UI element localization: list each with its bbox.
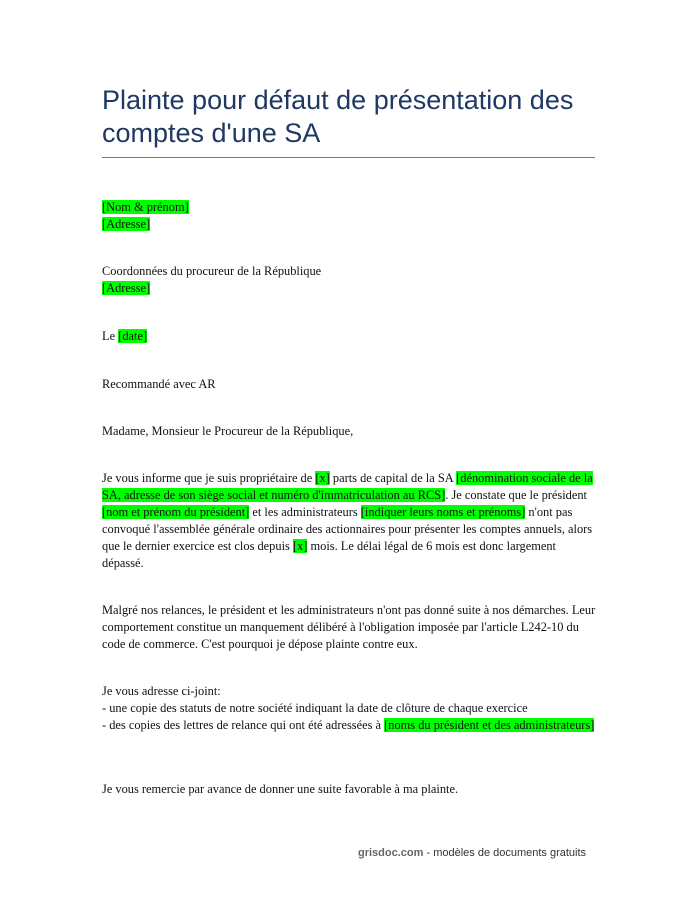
company-details-placeholder: [dénomination sociale de la SA, adresse de son siège social et numéro d'immatriculation au RCS] — [102, 471, 593, 502]
sender-name-placeholder: [Nom & prénom] — [102, 200, 189, 214]
para1-text-6: mois. Le délai légal de 6 mois est donc largement dépassé. — [102, 539, 556, 570]
para1-text-2: parts de capital de la SA — [332, 471, 454, 485]
footer — [358, 846, 598, 860]
attachments-intro: Je vous adresse ci-joint: — [102, 684, 221, 698]
closing — [102, 781, 596, 798]
attachment-item-2-text: - des copies des lettres de relance qui ont été adressées à — [102, 718, 382, 732]
months-count-placeholder: [x] — [292, 539, 308, 553]
closing-text: Je vous remercie par avance de donner une suite favorable à ma plainte. — [102, 782, 459, 796]
shares-count-placeholder: [x] — [315, 471, 330, 485]
date-placeholder: [date] — [118, 329, 148, 343]
footer-brand-link[interactable]: grisdoc.com — [358, 847, 424, 859]
recipients-names-placeholder: [noms du président et des administrateurs] — [384, 718, 595, 732]
para2-text: Malgré nos relances, le président et les administrateurs n'ont pas donné suite à nos démarches. Leur comportement constitue un manquement délibéré à l'obligation imposée par l'article L242-10 du code de commerce. C'est pourquoi je dépose plainte contre eux. — [102, 603, 596, 651]
paragraph-complaint — [102, 602, 596, 653]
date-line — [102, 328, 596, 345]
attachment-item-2 — [102, 717, 596, 734]
mailing-mode-text: Recommandé avec AR — [102, 377, 216, 391]
para1-text-5: n'ont pas convoqué l'assemblée générale ordinaire des actionnaires pour présenter les comptes annuels, alors que le dernier exercice est clos depuis — [102, 505, 593, 553]
date-prefix: Le — [102, 329, 116, 343]
sender-block — [102, 199, 596, 233]
footer-tagline: - modèles de documents gratuits — [426, 847, 587, 859]
paragraph-facts — [102, 470, 596, 572]
salutation — [102, 423, 596, 440]
president-name-placeholder: [nom et prénom du président] — [102, 505, 250, 519]
salutation-text: Madame, Monsieur le Procureur de la République, — [102, 424, 354, 438]
recipient-block — [102, 263, 596, 297]
title-underline — [102, 157, 595, 158]
attachments-block — [102, 683, 596, 734]
sender-address-placeholder: [Adresse] — [102, 217, 151, 231]
para1-text-4: et les administrateurs — [252, 505, 358, 519]
document-title: Plainte pour défaut de présentation des comptes d'une SA — [102, 85, 574, 148]
attachment-item-1: - une copie des statuts de notre société indiquant la date de clôture de chaque exercice — [102, 701, 528, 715]
recipient-label: Coordonnées du procureur de la République — [102, 264, 322, 278]
mailing-mode — [102, 376, 596, 393]
administrators-names-placeholder: [indiquer leurs noms et prénoms] — [360, 505, 526, 519]
recipient-address-placeholder: [Adresse] — [102, 281, 151, 295]
para1-text-1: Je vous informe que je suis propriétaire de — [102, 471, 313, 485]
para1-text-3: . Je constate que le président — [445, 488, 588, 502]
